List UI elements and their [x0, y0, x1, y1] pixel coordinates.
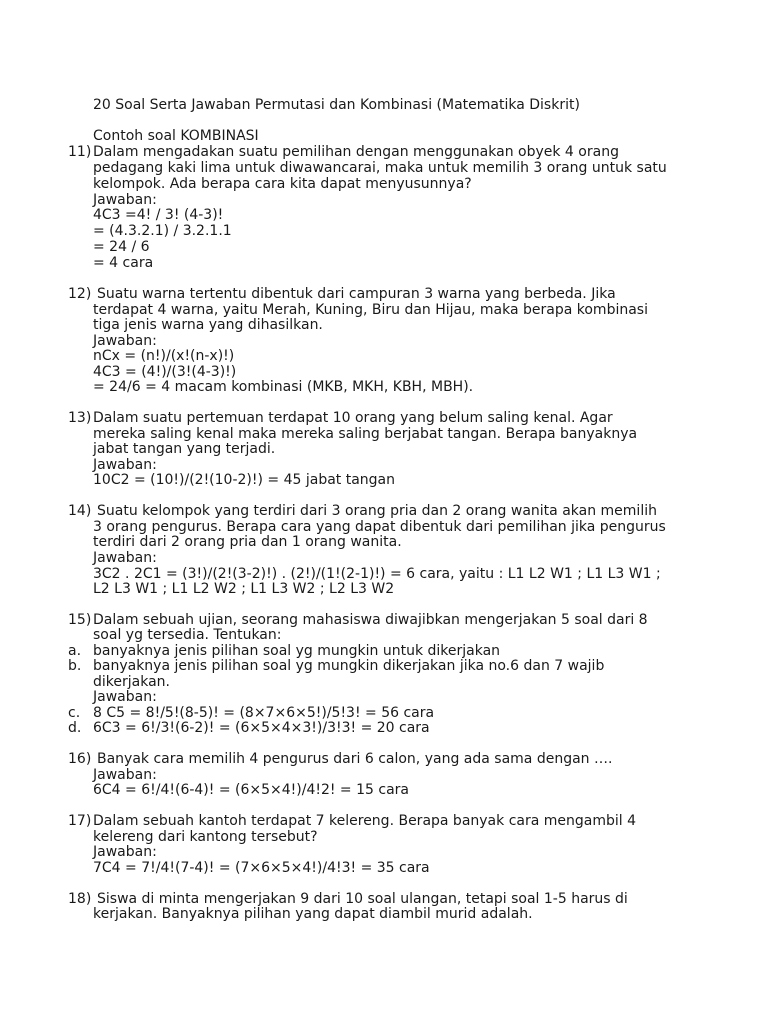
answer-14-line-2: L2 L3 W1 ; L1 L2 W2 ; L1 L3 W2 ; L2 L3 W2 — [93, 581, 395, 597]
answer-label: Jawaban: — [93, 550, 157, 566]
question-13-line-2: mereka saling kenal maka mereka saling berjabat tangan. Berapa banyaknya — [93, 426, 638, 442]
question-13-line-1: Dalam suatu pertemuan terdapat 10 orang yang belum saling kenal. Agar — [93, 410, 613, 426]
question-13-line-3: jabat tangan yang terjadi. — [93, 441, 276, 457]
answer-11-line-1: 4C3 =4! / 3! (4-3)! — [93, 207, 224, 223]
question-14-line-3: terdiri dari 2 orang pria dan 1 orang wanita. — [93, 534, 402, 550]
question-18-line-2: kerjakan. Banyaknya pilihan yang dapat diambil murid adalah. — [93, 906, 533, 922]
question-number-18: 18) — [68, 891, 92, 907]
question-11-line-2: pedagang kaki lima untuk diwawancarai, maka untuk memilih 3 orang untuk satu — [93, 160, 667, 176]
answer-16-line-1: 6C4 = 6!/4!(6-4)! = (6×5×4!)/4!2! = 15 cara — [93, 782, 409, 798]
question-17-line-1: Dalam sebuah kantoh terdapat 7 kelereng. Berapa banyak cara mengambil 4 — [93, 813, 637, 829]
answer-15-c: 8 C5 = 8!/5!(8-5)! = (8×7×6×5!)/5!3! = 56 cara — [93, 705, 435, 721]
question-number-14: 14) — [68, 503, 92, 519]
question-15-line-2: soal yg tersedia. Tentukan: — [93, 627, 282, 643]
answer-17-line-1: 7C4 = 7!/4!(7-4)! = (7×6×5×4!)/4!3! = 35 cara — [93, 860, 430, 876]
question-12-line-1: Suatu warna tertentu dibentuk dari campuran 3 warna yang berbeda. Jika — [97, 286, 616, 302]
question-12-line-2: terdapat 4 warna, yaitu Merah, Kuning, Biru dan Hijau, maka berapa kombinasi — [93, 302, 648, 318]
question-number-13: 13) — [68, 410, 92, 426]
question-number-17: 17) — [68, 813, 92, 829]
question-11-line-1: Dalam mengadakan suatu pemilihan dengan menggunakan obyek 4 orang — [93, 144, 619, 160]
answer-label: Jawaban: — [93, 689, 157, 705]
answer-11-line-4: = 4 cara — [93, 255, 154, 271]
question-14-line-1: Suatu kelompok yang terdiri dari 3 orang pria dan 2 orang wanita akan memilih — [97, 503, 657, 519]
answer-12-line-1: nCx = (n!)/(x!(n-x)!) — [93, 348, 235, 364]
question-number-12: 12) — [68, 286, 92, 302]
option-b-line-1: banyaknya jenis pilihan soal yg mungkin dikerjakan jika no.6 dan 7 wajib — [93, 658, 605, 674]
answer-12-line-2: 4C3 = (4!)/(3!(4-3)!) — [93, 364, 237, 380]
question-12-line-3: tiga jenis warna yang dihasilkan. — [93, 317, 323, 333]
option-b-line-2: dikerjakan. — [93, 674, 170, 690]
question-17-line-2: kelereng dari kantong tersebut? — [93, 829, 318, 845]
answer-12-line-3: = 24/6 = 4 macam kombinasi (MKB, MKH, KBH, MBH). — [93, 379, 474, 395]
answer-label: Jawaban: — [93, 767, 157, 783]
answer-label: Jawaban: — [93, 192, 157, 208]
answer-letter-c: c. — [68, 705, 81, 721]
answer-13-line-1: 10C2 = (10!)/(2!(10-2)!) = 45 jabat tangan — [93, 472, 395, 488]
answer-15-d: 6C3 = 6!/3!(6-2)! = (6×5×4×3!)/3!3! = 20 cara — [93, 720, 430, 736]
answer-letter-d: d. — [68, 720, 82, 736]
option-letter-a: a. — [68, 643, 82, 659]
question-11-line-3: kelompok. Ada berapa cara kita dapat menyusunnya? — [93, 176, 472, 192]
answer-11-line-3: = 24 / 6 — [93, 239, 150, 255]
document-title: 20 Soal Serta Jawaban Permutasi dan Kombinasi (Matematika Diskrit) — [93, 97, 580, 113]
section-heading: Contoh soal KOMBINASI — [93, 128, 259, 144]
question-16-line-1: Banyak cara memilih 4 pengurus dari 6 calon, yang ada sama dengan …. — [97, 751, 613, 767]
question-number-16: 16) — [68, 751, 92, 767]
option-a-line-1: banyaknya jenis pilihan soal yg mungkin untuk dikerjakan — [93, 643, 501, 659]
question-14-line-2: 3 orang pengurus. Berapa cara yang dapat dibentuk dari pemilihan jika pengurus — [93, 519, 666, 535]
question-18-line-1: Siswa di minta mengerjakan 9 dari 10 soal ulangan, tetapi soal 1-5 harus di — [97, 891, 628, 907]
answer-label: Jawaban: — [93, 333, 157, 349]
question-number-15: 15) — [68, 612, 92, 628]
option-letter-b: b. — [68, 658, 82, 674]
answer-label: Jawaban: — [93, 844, 157, 860]
question-15-line-1: Dalam sebuah ujian, seorang mahasiswa diwajibkan mengerjakan 5 soal dari 8 — [93, 612, 648, 628]
answer-11-line-2: = (4.3.2.1) / 3.2.1.1 — [93, 223, 232, 239]
question-number-11: 11) — [68, 144, 92, 160]
answer-14-line-1: 3C2 . 2C1 = (3!)/(2!(3-2)!) . (2!)/(1!(2-1)!) = 6 cara, yaitu : L1 L2 W1 ; L1 L3 W1 ; — [93, 566, 661, 582]
answer-label: Jawaban: — [93, 457, 157, 473]
